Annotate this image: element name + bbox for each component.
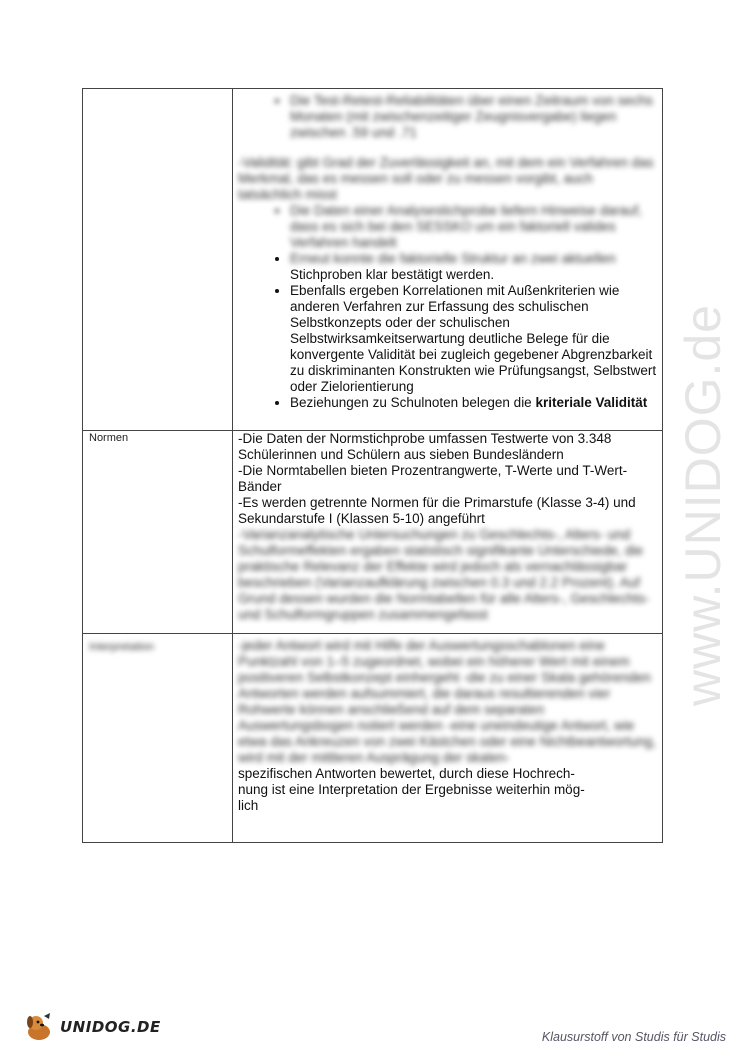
bullet-item — [290, 251, 658, 283]
row3-content — [238, 638, 658, 814]
bullet-text: Beziehungen zu Schulnoten belegen die — [290, 395, 536, 410]
row1-content — [238, 93, 658, 411]
interpretation-line: lich — [238, 798, 259, 813]
row2-content — [238, 431, 658, 623]
norm-line: -Die Daten der Normstichprobe umfassen Testwerte von 3.348 Schülerinnen und Schülern aus sieben Bundesländern — [238, 431, 612, 462]
row-label-interpretation: Interpretation — [89, 641, 154, 653]
dog-mascot-icon — [22, 1012, 56, 1042]
norm-line: -Die Normtabellen bieten Prozentrangwerte, T-Werte und T-Wert-Bänder — [238, 463, 628, 494]
row-label-normen: Normen — [89, 432, 129, 444]
bullet-text: Stichproben klar bestätigt werden. — [290, 267, 495, 282]
interpretation-line: spezifischen Antworten bewertet, durch diese Hochrech- — [238, 766, 575, 781]
norm-blurred: -Varianzanalytische Untersuchungen zu Geschlechts-, Alters- und Schulformeffekten ergaben statistisch signifikante Unterschiede, die praktische Relevanz der Effekte wird jedoch als vernachlässigbar beschrieben (Varianzaufklärung zwischen 0.3 und 2.2 Prozent). Auf Grund dessen wurden die Normtabellen für alle Alters-, Geschlechts- und Schulformgruppen zusammengefasst — [238, 527, 650, 622]
bullet-item: • Die Daten einer Analysestichprobe liefern Hinweise darauf, dass es sich bei den SESSKO um ein faktoriell valides Verfahren handelt — [290, 203, 658, 251]
validity-paragraph: -Validität: gibt Grad der Zuverlässigkeit an, mit dem ein Verfahren das Merkmal, das es messen soll oder zu messen vorgibt, auch tatsächlich misst — [238, 155, 654, 202]
footer-tagline: Klausurstoff von Studis für Studis — [541, 1030, 726, 1044]
bullet-text-bold: kriteriale Validität — [535, 395, 648, 410]
interpretation-line: nung ist eine Interpretation der Ergebnisse weiterhin mög- — [238, 782, 585, 797]
column-divider — [232, 89, 233, 842]
content-table — [82, 88, 663, 843]
bullet-text-blurred: Erneut konnte die faktorielle Struktur an zwei aktuellen — [290, 251, 616, 266]
watermark — [668, 270, 738, 740]
bullet-item: • Die Test-Retest-Reliabilitäten über einen Zeitraum von sechs Monaten (mit zwischenzeitiger Zeugnisvergabe) liegen zwischen .59 und .71 — [290, 93, 658, 141]
bullet-item: • Ebenfalls ergeben Korrelationen mit Außenkriterien wie anderen Verfahren zur Erfassung des schulischen Selbstkonzepts oder der schulischen Selbstwirksamkeitserwartung deutliche Belege für die konvergente Validität bei zugleich gegebener Abgrenzbarkeit zu diskriminanten Konstrukten wie Prüfungsangst, Selbstwert oder Zielorientierung — [290, 283, 658, 395]
interpretation-blurred: -jeder Antwort wird mit Hilfe der Auswertungsschablonen eine Punktzahl von 1–5 zugeordnet, wobei ein höherer Wert mit einem positiveren Selbstkonzept einhergeht -die zu einer Skala gehörenden Antworten werden aufsummiert, die daraus resultierenden vier Rohwerte können anschließend auf dem separaten Auswertungsbogen notiert werden -eine uneindeutige Antwort, wie etwa das Ankreuzen von zwei Kästchen oder eine Nichtbeantwortung, wird mit der mittleren Ausprägung der skalen- — [238, 638, 657, 765]
logo-text: UNIDOG.DE — [60, 1018, 161, 1036]
watermark-text: www.UNIDOG.de — [675, 304, 731, 706]
norm-line: -Es werden getrennte Normen für die Primarstufe (Klasse 3-4) und Sekundarstufe I (Klassen 5-10) angeführt — [238, 495, 636, 526]
bullet-item — [290, 395, 658, 411]
unidog-logo — [22, 1012, 161, 1042]
blurred-section — [238, 93, 658, 141]
row-divider — [83, 633, 662, 634]
